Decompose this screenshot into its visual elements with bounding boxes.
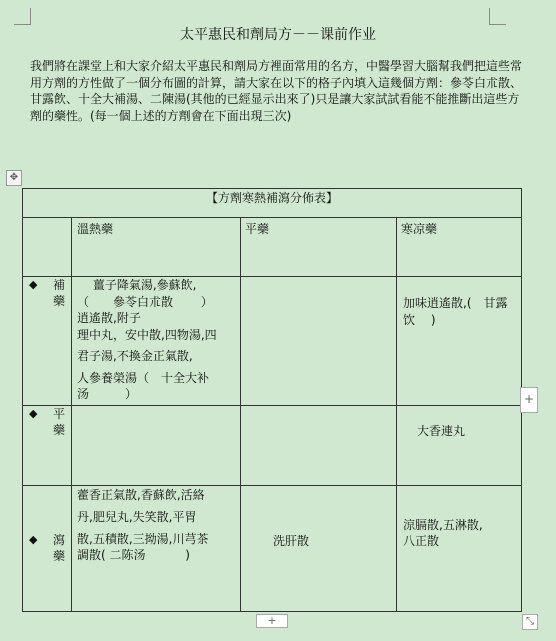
- formula-line: 理中丸，安中散,四物湯,四: [77, 327, 217, 342]
- diamond-bullet-icon: ◆: [29, 407, 38, 420]
- cell-tonic-neutral[interactable]: [241, 277, 395, 404]
- formula-line: 薑子降氣湯,參蘇飲,: [77, 278, 197, 292]
- formula-line: （ 參苓白朮散 ）: [77, 294, 213, 309]
- table-rule: [23, 217, 521, 218]
- column-header-neutral[interactable]: 平藥: [245, 222, 270, 236]
- add-column-button[interactable]: +: [520, 387, 538, 413]
- column-header-cold[interactable]: 寒凉藥: [401, 222, 438, 236]
- cell-purging-neutral[interactable]: [273, 533, 309, 549]
- diamond-bullet-icon: ◆: [29, 278, 38, 291]
- row-label-text: 平藥: [53, 407, 66, 437]
- add-row-button[interactable]: +: [256, 614, 288, 628]
- formula-line: 八正散: [403, 534, 440, 548]
- table-title: 【方劑寒熱補瀉分佈表】: [205, 191, 338, 205]
- formula-line: 饮 ): [403, 312, 436, 327]
- formula-line: 丹,肥兒丸,失笑散,平胃: [77, 510, 197, 524]
- row-label-text: 瀉藥: [53, 533, 66, 563]
- formula-line: 加味逍遙散,( 甘露: [403, 296, 508, 310]
- cell-purging-warm[interactable]: [77, 487, 239, 563]
- formula-line: 散,五積散,三拗湯,川芎茶: [77, 532, 209, 546]
- formula-line: 君子湯,不換金正氣散,: [77, 349, 193, 363]
- document-title: 太平惠民和劑局方－－课前作业: [180, 27, 376, 43]
- cell-neutral-neutral[interactable]: [241, 406, 395, 484]
- formula-line: 藿香正氣散,香蘇飲,活絡: [77, 488, 205, 502]
- cell-purging-cold[interactable]: [403, 517, 519, 549]
- formula-line: 洗肝散: [273, 534, 310, 548]
- intro-paragraph: 我們將在課堂上和大家介紹太平惠民和劑局方裡面常用的名方，中醫學習大腦幫我們把這些常用方劑的方性做了一個分布圖的計算，請大家在以下的格子內填入這幾個方劑：參苓白朮散、甘露飲、十全大補湯、二陳湯(其他的已經显示出來了)只是讓大家試試看能不能推斷出這些方劑的藥性。(每一個上述的方劑會在下面出現三次): [30, 59, 523, 123]
- diamond-bullet-icon: ◆: [29, 533, 38, 546]
- cell-tonic-cold[interactable]: [403, 295, 519, 328]
- formula-line: 大香連丸: [417, 424, 466, 438]
- table-move-handle-icon[interactable]: ✥: [6, 170, 22, 186]
- cell-neutral-cold[interactable]: [417, 423, 465, 439]
- table-rule: [71, 217, 72, 612]
- table-rule: [396, 217, 397, 612]
- row-label-text: 補藥: [53, 278, 66, 308]
- cell-neutral-warm[interactable]: [73, 406, 239, 484]
- table-resize-handle-icon[interactable]: ⤡: [522, 614, 538, 630]
- formula-line: 逍遙散,附子: [77, 311, 141, 325]
- page-corner-mark-top-left: [14, 8, 31, 25]
- formula-line: 調散( 二陈汤 ): [77, 548, 190, 562]
- column-header-warm[interactable]: 溫熱藥: [77, 222, 114, 236]
- page-corner-mark-top-right: [489, 8, 506, 25]
- formula-line: 人參養榮湯（ 十全大补: [77, 370, 210, 385]
- table-rule: [23, 485, 521, 486]
- cell-tonic-warm[interactable]: [77, 277, 239, 403]
- formula-line: 涼膈散,五淋散,: [403, 518, 483, 532]
- formula-line: 汤 ）: [77, 387, 138, 401]
- distribution-table: [22, 188, 522, 612]
